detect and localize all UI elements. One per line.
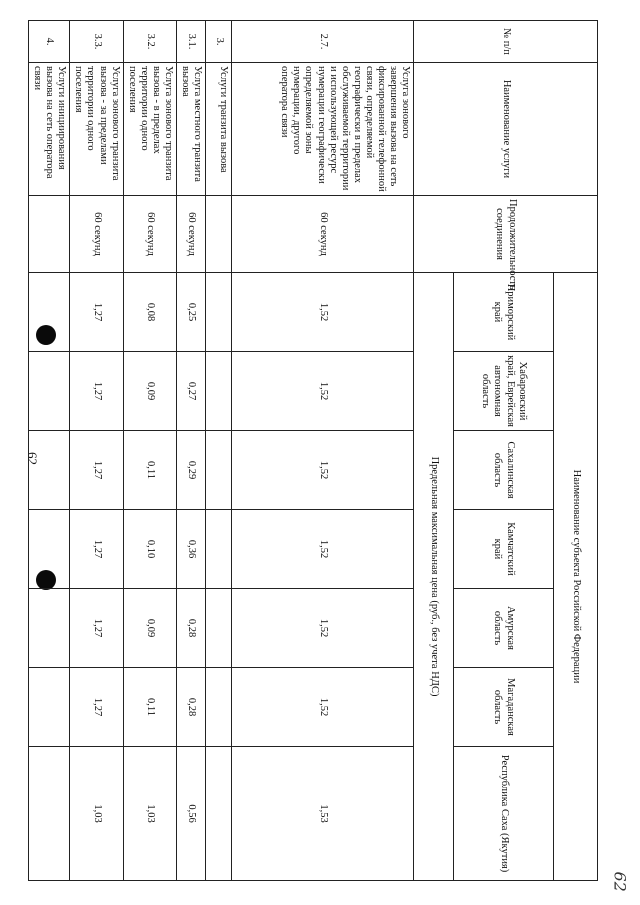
table-row (123, 21, 176, 881)
header-region: Сахалинская область (454, 431, 554, 510)
row-value: 0,08 (123, 273, 176, 352)
row-num: 3.2. (123, 21, 176, 63)
table-row (70, 21, 123, 881)
row-service: Услуга зонового транзита вызова - в пределах территории одного поселения (123, 63, 176, 196)
row-value (29, 273, 70, 352)
row-value (29, 747, 70, 881)
row-value: 0,36 (176, 510, 205, 589)
row-value (29, 510, 70, 589)
row-value (206, 510, 232, 589)
header-num: № п/п (414, 21, 598, 63)
header-price-caption: Предельная максимальная цена (руб., без учета НДС) (414, 273, 454, 881)
tariff-table (28, 20, 598, 881)
row-num: 3. (206, 21, 232, 63)
row-value: 0,09 (123, 589, 176, 668)
row-value: 0,29 (176, 431, 205, 510)
header-region: Магаданская область (454, 668, 554, 747)
row-value (206, 747, 232, 881)
row-value: 0,28 (176, 589, 205, 668)
row-service: Услуга зонового транзита вызова - за пределами территории одного поселения (70, 63, 123, 196)
row-value: 0,56 (176, 747, 205, 881)
row-value (29, 589, 70, 668)
row-duration: 60 секунд (70, 196, 123, 273)
row-service: Услуги инициирования вызова на сеть оператора связи (29, 63, 70, 196)
handwritten-page-text: 62 (610, 871, 630, 892)
row-value: 1,52 (232, 352, 414, 431)
row-value: 0,09 (123, 352, 176, 431)
row-num: 3.1. (176, 21, 205, 63)
row-value: 0,11 (123, 668, 176, 747)
page-number: 62 (25, 452, 40, 465)
row-service: Услуга местного транзита вызова (176, 63, 205, 196)
row-value (206, 352, 232, 431)
row-value: 0,10 (123, 510, 176, 589)
row-value: 1,27 (70, 668, 123, 747)
header-region: Камчатский край (454, 510, 554, 589)
row-value (29, 668, 70, 747)
row-value (206, 589, 232, 668)
row-value: 1,27 (70, 510, 123, 589)
row-duration: 60 секунд (176, 196, 205, 273)
row-num: 3.3. (70, 21, 123, 63)
table-row (232, 21, 414, 881)
header-subject-group: Наименование субъекта Российской Федерации (554, 273, 598, 881)
row-value: 1,53 (232, 747, 414, 881)
row-duration: 60 секунд (123, 196, 176, 273)
table-row (29, 21, 70, 881)
row-value (29, 431, 70, 510)
header-region: Хабаровский край, Еврейская автономная область (454, 352, 554, 431)
row-duration (29, 196, 70, 273)
row-value: 1,03 (123, 747, 176, 881)
row-value: 0,27 (176, 352, 205, 431)
header-service: Наименование услуги (414, 63, 598, 196)
header-region: Амурская область (454, 589, 554, 668)
row-service: Услуги транзита вызова (206, 63, 232, 196)
header-duration: Продолжительность соединения (414, 196, 598, 273)
row-value: 0,11 (123, 431, 176, 510)
row-duration: 60 секунд (232, 196, 414, 273)
row-duration (206, 196, 232, 273)
header-row-1 (554, 21, 598, 881)
header-region: Республика Саха (Якутия) (454, 747, 554, 881)
row-value: 0,25 (176, 273, 205, 352)
row-value: 0,28 (176, 668, 205, 747)
row-service: Услуга зонового завершения вызова на сеть фиксированной телефонной связи, определяемой географически в пределах обслуживаемой территории и использующей ресурс нумерации географически определяемой зоны нумерации, другого оператора связи (232, 63, 414, 196)
row-value: 1,27 (70, 589, 123, 668)
header-region: Приморский край (454, 273, 554, 352)
table-row (176, 21, 205, 881)
row-value: 1,27 (70, 431, 123, 510)
row-value (206, 273, 232, 352)
row-value (29, 352, 70, 431)
row-value: 1,52 (232, 589, 414, 668)
handwritten-page-mark (612, 870, 628, 900)
row-value: 1,03 (70, 747, 123, 881)
row-num: 4. (29, 21, 70, 63)
row-value: 1,27 (70, 273, 123, 352)
row-value (206, 668, 232, 747)
row-value: 1,52 (232, 431, 414, 510)
row-value: 1,52 (232, 668, 414, 747)
row-value: 1,52 (232, 510, 414, 589)
row-value: 1,27 (70, 352, 123, 431)
row-num: 2.7. (232, 21, 414, 63)
row-value (206, 431, 232, 510)
row-value: 1,52 (232, 273, 414, 352)
table-row (206, 21, 232, 881)
